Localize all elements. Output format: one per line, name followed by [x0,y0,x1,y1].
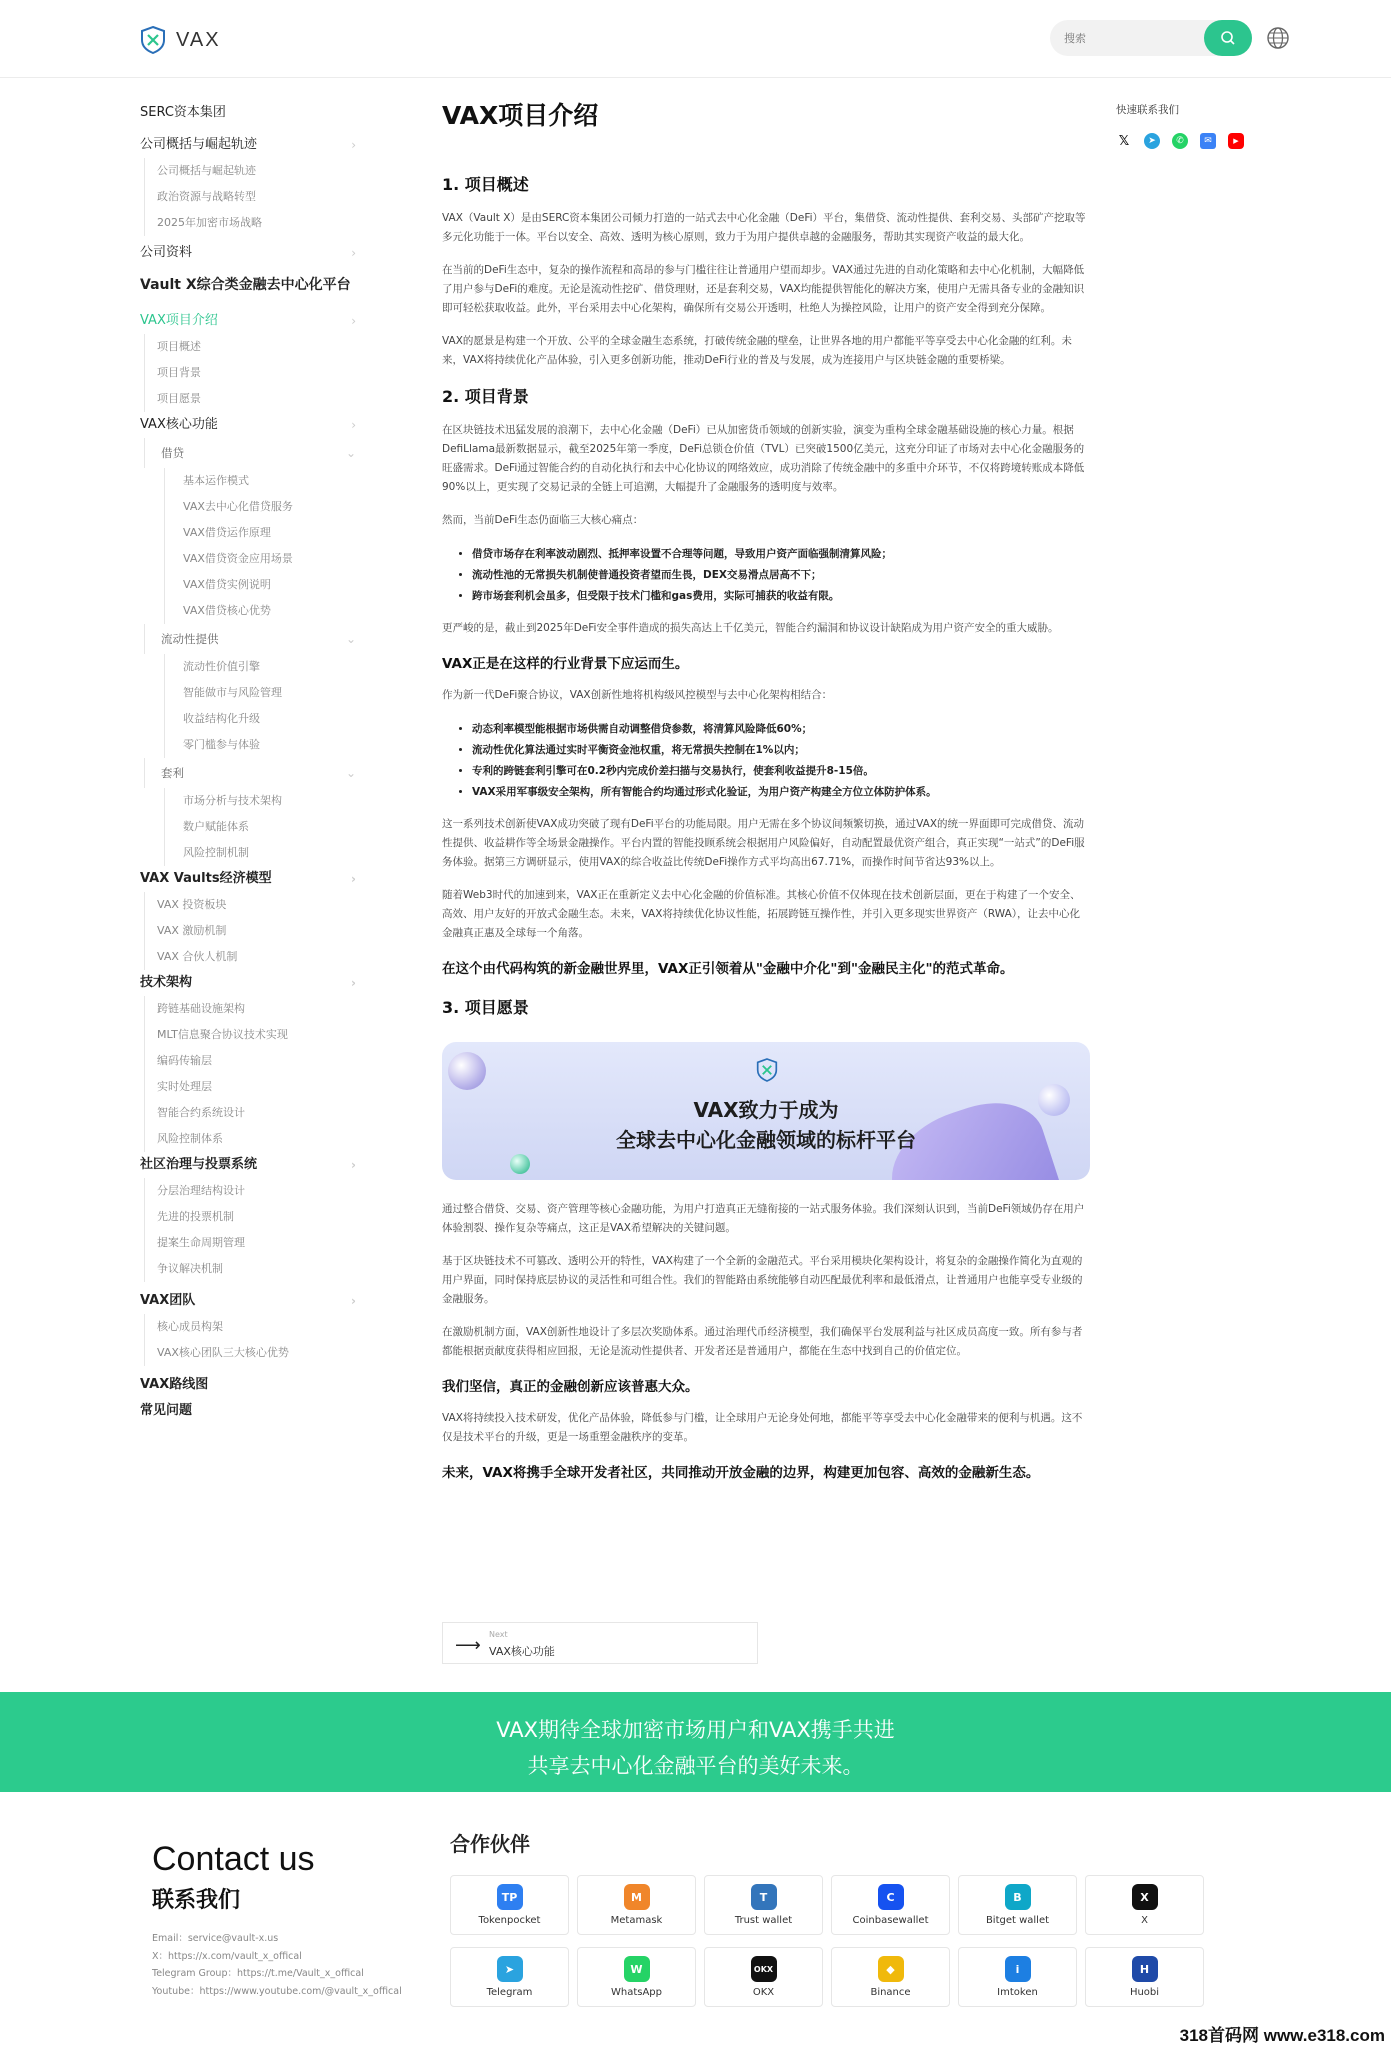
trust-wallet-icon: T [751,1884,777,1910]
partner-card[interactable] [704,1875,823,1935]
sidebar-subitem[interactable]: 公司概括与崛起轨迹 [144,158,360,184]
sidebar-subitem[interactable]: 先进的投票机制 [144,1204,360,1230]
partners-grid [450,1875,1210,2007]
contact-title: Contact us [152,1840,315,1878]
section-heading: 3. 项目愿景 [442,998,529,1017]
imtoken-icon: i [1005,1956,1031,1982]
paragraph: 在当前的DeFi生态中，复杂的操作流程和高昂的参与门槛往往让普通用户望而却步。VAX通过先进的自动化策略和去中心化机制，大幅降低了用户参与DeFi的难度。无论是流动性挖矿、借贷理财，还是套利交易，VAX均能提供智能化的解决方案，使用户无需具备专业的金融知识即可轻松获取收益。此外，平台采用去中心化架构，确保所有交易公开透明，杜绝人为操控风险，让用户的资产安全得到充分保障。 [442,264,1085,314]
partners-title: 合作伙伴 [450,1832,530,1856]
chevron-right-icon: › [351,872,356,886]
sidebar-nav [140,100,360,1424]
partner-card[interactable] [704,1947,823,2007]
partner-card[interactable] [577,1947,696,2007]
next-label: Next [489,1630,508,1639]
arrow-right-icon: ⟶ [455,1635,481,1656]
decorative-sphere [448,1052,486,1090]
paragraph: 基于区块链技术不可篡改、透明公开的特性，VAX构建了一个全新的金融范式。平台采用模块化架构设计，将复杂的金融操作简化为直观的用户界面，同时保持底层协议的灵活性和可组合性。我们的智能路由系统能够自动匹配最优利率和最低滑点，让普通用户也能享受专业级的金融服务。 [442,1255,1083,1305]
sidebar-item-faq[interactable]: 常见问题 [140,1403,193,1418]
search-input[interactable] [1064,28,1204,48]
list-item: • 跨市场套利机会虽多，但受限于技术门槛和gas费用，实际可捕获的收益有限。 [472,586,1090,607]
sidebar-item-label: VAX Vaults经济模型 [140,871,272,886]
sidebar-item-company-overview[interactable] [140,132,360,158]
chevron-right-icon: › [351,1294,356,1308]
sidebar-subitem[interactable]: 核心成员构架 [144,1314,360,1340]
lead-text: 我们坚信，真正的金融创新应该普惠大众。 [442,1379,699,1395]
contact-x[interactable]: X：https://x.com/vault_x_offical [152,1950,302,1962]
chevron-right-icon: › [351,1158,356,1172]
sidebar-subitem[interactable]: 项目愿景 [144,386,360,412]
paragraph: 然而，当前DeFi生态仍面临三大核心痛点： [442,514,644,526]
paragraph: VAX将持续投入技术研发，优化产品体验，降低参与门槛，让全球用户无论身处何地，都能平等享受去中心化金融带来的便利与机遇。这不仅是技术平台的升级，更是一场重塑金融秩序的变革。 [442,1412,1083,1443]
quick-contact-title: 快速联系我们 [1116,104,1179,116]
search-box[interactable] [1050,20,1252,56]
contact-info [152,1930,402,2000]
sidebar-item-label: 借贷 [161,446,184,460]
sidebar-subitem[interactable]: 流动性价值引擎 [164,654,360,680]
sidebar-subitem[interactable]: VAX 合伙人机制 [144,944,360,970]
next-page-link[interactable] [442,1622,758,1664]
paragraph: VAX的愿景是构建一个开放、公平的全球金融生态系统，打破传统金融的壁垒，让世界各地的用户都能平等享受去中心化金融的红利。未来，VAX将持续优化产品体验，引入更多创新功能，推动DeFi行业的普及与发展，成为连接用户与区块链金融的重要桥梁。 [442,335,1072,366]
sidebar-item-label: 套利 [161,766,184,780]
lead-text: 在这个由代码构筑的新金融世界里，VAX正引领着从"金融中介化"到"金融民主化"的范式革命。 [442,961,1014,977]
chevron-down-icon: ⌄ [345,766,356,780]
whatsapp-icon: W [624,1956,650,1982]
list-item: • 流动性池的无常损失机制使普通投资者望而生畏，DEX交易滑点居高不下； [472,565,1090,586]
sidebar-subitem[interactable]: 分层治理结构设计 [144,1178,360,1204]
partner-label: Tokenpocket [478,1915,541,1926]
partners-section [450,1828,1210,2007]
metamask-icon: M [624,1884,650,1910]
section-heading: 2. 项目背景 [442,387,529,406]
article-content [442,96,1090,1495]
sidebar-group-liquidity[interactable] [144,624,360,654]
sidebar-subitem[interactable]: VAX 激励机制 [144,918,360,944]
contact-email[interactable]: Email：service@vault-x.us [152,1933,279,1944]
sidebar-group-lending[interactable] [144,438,360,468]
youtube-icon[interactable]: ▶ [1228,133,1244,149]
sidebar-subitem[interactable]: 数户赋能体系 [164,814,360,840]
sidebar-subitem[interactable]: VAX借贷核心优势 [164,598,360,624]
sidebar-subitem[interactable]: 实时处理层 [144,1074,360,1100]
sidebar-subitem[interactable]: 智能合约系统设计 [144,1100,360,1126]
partner-label: Trust wallet [734,1915,793,1926]
partner-card[interactable] [1085,1947,1204,2007]
chevron-right-icon: › [351,418,356,432]
partner-card[interactable] [831,1875,950,1935]
sidebar-item-label: VAX项目介绍 [140,313,218,328]
sidebar-item-roadmap[interactable]: VAX路线图 [140,1377,209,1392]
list-item: • 借贷市场存在利率波动剧烈、抵押率设置不合理等问题，导致用户资产面临强制清算风险； [472,544,1090,565]
contact-section [152,1840,402,2000]
sidebar-subitem[interactable]: 跨链基础设施架构 [144,996,360,1022]
paragraph: 作为新一代DeFi聚合协议，VAX创新性地将机构级风控模型与去中心化架构相结合： [442,689,833,701]
sidebar-subitem[interactable]: VAX借贷运作原理 [164,520,360,546]
top-header [0,0,1391,78]
partner-card[interactable] [1085,1875,1204,1935]
coinbasewallet-icon: C [878,1884,904,1910]
sidebar-subitem[interactable]: VAX 投资板块 [144,892,360,918]
paragraph: 通过整合借贷、交易、资产管理等核心金融功能，为用户打造真正无缝衔接的一站式服务体验。我们深刻认识到，当前DeFi领域仍存在用户体验割裂、操作复杂等痛点，这正是VAX希望解决的关键问题。 [442,1203,1085,1234]
search-icon [1220,30,1236,46]
sidebar-item-label: 流动性提供 [161,632,219,646]
partner-label: Binance [870,1987,911,1998]
shield-logo-icon [140,26,166,54]
sidebar-item-label: 社区治理与投票系统 [140,1157,258,1172]
list-item: • 专利的跨链套利引擎可在0.2秒内完成价差扫描与交易执行，使套利收益提升8-15倍。 [472,761,1090,782]
brand-logo[interactable] [140,26,221,54]
cta-band [0,1692,1391,1792]
email-icon[interactable]: ✉ [1200,133,1216,149]
partner-label: Metamask [610,1915,663,1926]
banner-line-2: 全球去中心化金融领域的标杆平台 [616,1128,916,1152]
x-icon[interactable]: 𝕏 [1118,133,1130,149]
sidebar-item-label: VAX核心功能 [140,417,218,432]
partner-label: Huobi [1129,1987,1160,1998]
bitget-wallet-icon: B [1005,1884,1031,1910]
partner-card[interactable] [958,1947,1077,2007]
sidebar-subitem[interactable]: VAX借贷实例说明 [164,572,360,598]
globe-icon[interactable] [1266,26,1290,50]
sidebar-group-arbitrage[interactable] [144,758,360,788]
telegram-icon[interactable]: ➤ [1144,133,1160,149]
sidebar-subitem[interactable]: 智能做市与风险管理 [164,680,360,706]
sidebar-item-team[interactable] [140,1288,360,1314]
partner-card[interactable] [577,1875,696,1935]
sidebar-subitem[interactable]: 编码传输层 [144,1048,360,1074]
list-item: • 动态利率模型能根据市场供需自动调整借贷参数，将清算风险降低60%； [472,719,1090,740]
next-title: VAX核心功能 [489,1645,555,1658]
sidebar-item-tech[interactable] [140,970,360,996]
features-list [472,719,1090,803]
partner-label: OKX [752,1987,775,1998]
cta-line-1: VAX期待全球加密市场用户和VAX携手共进 [496,1718,895,1742]
sidebar-item-vaults[interactable] [140,866,360,892]
list-item: • 流动性优化算法通过实时平衡资金池权重，将无常损失控制在1%以内； [472,740,1090,761]
partner-card[interactable] [958,1875,1077,1935]
chevron-right-icon: › [351,138,356,152]
decorative-sphere [510,1154,530,1174]
quick-contact [1116,102,1244,149]
site-watermark: 318首码网 www.e318.com [1179,2026,1385,2045]
section-heading: 1. 项目概述 [442,175,529,194]
sidebar-subitem[interactable]: 2025年加密市场战略 [144,210,360,236]
okx-icon: OKX [751,1956,777,1982]
paragraph: 随着Web3时代的加速到来，VAX正在重新定义去中心化金融的价值标准。其核心价值不仅体现在技术创新层面，更在于构建了一个安全、高效、用户友好的开放式金融生态。未来，VAX将持续优化协议性能，拓展跨链互操作性，并引入更多现实世界资产（RWA），让去中心化金融真正惠及全球每一个角落。 [442,889,1081,939]
sidebar-subitem[interactable]: 项目概述 [144,334,360,360]
sidebar-item-label: VAX团队 [140,1293,196,1308]
sidebar-subitem[interactable]: 风险控制体系 [144,1126,360,1152]
sidebar-item-company-info[interactable] [140,240,360,266]
cta-line-2: 共享去中心化金融平台的美好未来。 [527,1754,864,1778]
sidebar-subitem[interactable]: 项目背景 [144,360,360,386]
paragraph: 在激励机制方面，VAX创新性地设计了多层次奖励体系。通过治理代币经济模型，我们确保平台发展利益与社区成员高度一致。所有参与者都能根据贡献度获得相应回报，无论是流动性提供者、开发者还是普通用户，都能在生态中找到自己的价值定位。 [442,1326,1083,1357]
sidebar-subitem[interactable]: 市场分析与技术架构 [164,788,360,814]
chevron-down-icon: ⌄ [345,632,356,646]
sidebar-item-core-functions[interactable] [140,412,360,438]
banner-line-1: VAX致力于成为 [693,1098,839,1122]
partner-label: Telegram [486,1987,533,1998]
sidebar-subitem[interactable]: 收益结构化升级 [164,706,360,732]
sidebar-item-project-intro[interactable] [140,308,360,334]
sidebar-subitem[interactable]: 争议解决机制 [144,1256,360,1282]
x-icon: X [1132,1884,1158,1910]
paragraph: 在区块链技术迅猛发展的浪潮下，去中心化金融（DeFi）已从加密货币领域的创新实验，演变为重构全球金融基础设施的核心力量。根据DefiLlama最新数据显示，截至2025年第一季度，DeFi总锁仓价值（TVL）已突破1500亿美元，这充分印证了市场对去中心化金融服务的旺盛需求。DeFi通过智能合约的自动化执行和去中心化协议的网络效应，成功消除了传统金融中的多重中介环节，不仅将跨境转账成本降低90%以上，更实现了交易记录的全链上可追溯，大幅提升了金融服务的透明度与效率。 [442,424,1085,493]
brand-name: VAX [176,28,221,51]
social-icons [1116,133,1244,149]
chevron-down-icon: ⌄ [345,446,356,460]
contact-subtitle: 联系我们 [152,1888,241,1913]
page-title: VAX项目介绍 [442,101,599,130]
shield-logo-icon [756,1058,778,1082]
sidebar-subitem[interactable]: 提案生命周期管理 [144,1230,360,1256]
sidebar-subitem[interactable]: 风险控制机制 [164,840,360,866]
telegram-icon: ➤ [497,1956,523,1982]
search-button[interactable] [1204,20,1252,56]
paragraph: 更严峻的是，截止到2025年DeFi安全事件造成的损失高达上千亿美元，智能合约漏洞和协议设计缺陷成为用户资产安全的重大威胁。 [442,622,1059,634]
whatsapp-icon[interactable]: ✆ [1172,133,1188,149]
paragraph: 这一系列技术创新使VAX成功突破了现有DeFi平台的功能局限。用户无需在多个协议间频繁切换，通过VAX的统一界面即可完成借贷、流动性提供、收益耕作等全场景金融操作。平台内置的智能投顾系统会根据用户风险偏好，自动配置最优资产组合，真正实现“一站式”的DeFi服务体验。据第三方调研显示，使用VAX的综合收益比传统DeFi操作方式平均高出67.71%，而操作时间节省达93%以上。 [442,818,1085,868]
pain-points-list [472,544,1090,607]
vision-banner [442,1042,1090,1180]
sidebar-item-governance[interactable] [140,1152,360,1178]
contact-telegram[interactable]: Telegram Group：https://t.me/Vault_x_offical [152,1968,364,1979]
sidebar-subitem[interactable]: 基本运作模式 [164,468,360,494]
sidebar-platform-title[interactable]: Vault X综合类金融去中心化平台 [140,277,351,293]
partner-label: X [1141,1915,1148,1926]
huobi-icon: H [1132,1956,1158,1982]
sidebar-subitem[interactable]: 零门槛参与体验 [164,732,360,758]
partner-label: Bitget wallet [985,1915,1050,1926]
chevron-right-icon: › [351,976,356,990]
partner-label: Coinbasewallet [852,1915,929,1926]
partner-card[interactable] [450,1875,569,1935]
sidebar-subitem[interactable]: VAX核心团队三大核心优势 [144,1340,360,1366]
sidebar-item-label: 公司资料 [140,245,193,260]
sidebar-subitem[interactable]: MLT信息聚合协议技术实现 [144,1022,360,1048]
chevron-right-icon: › [351,314,356,328]
sidebar-group-title[interactable]: SERC资本集团 [140,105,226,120]
chevron-right-icon: › [351,246,356,260]
paragraph: VAX（Vault X）是由SERC资本集团公司倾力打造的一站式去中心化金融（DeFi）平台，集借贷、流动性提供、套利交易、头部矿产挖取等多元化功能于一体。平台以安全、高效、透明为核心原则，致力于为用户提供卓越的金融服务，帮助其实现资产收益的最大化。 [442,212,1086,243]
sidebar-subitem[interactable]: VAX借贷资金应用场景 [164,546,360,572]
sidebar-subitem[interactable]: VAX去中心化借贷服务 [164,494,360,520]
lead-text: VAX正是在这样的行业背景下应运而生。 [442,656,689,672]
contact-youtube[interactable]: Youtube：https://www.youtube.com/@vault_x_offical [152,1985,402,1997]
partner-label: Imtoken [997,1987,1038,1998]
partner-card[interactable] [831,1947,950,2007]
lead-text: 未来，VAX将携手全球开发者社区，共同推动开放金融的边界，构建更加包容、高效的金融新生态。 [442,1465,1040,1481]
sidebar-subitem[interactable]: 政治资源与战略转型 [144,184,360,210]
list-item: • VAX采用军事级安全架构，所有智能合约均通过形式化验证，为用户资产构建全方位立体防护体系。 [472,782,1090,803]
sidebar-item-label: 公司概括与崛起轨迹 [140,137,258,152]
tokenpocket-icon: TP [497,1884,523,1910]
binance-icon: ◆ [878,1956,904,1982]
partner-card[interactable] [450,1947,569,2007]
partner-label: WhatsApp [610,1987,663,1998]
sidebar-item-label: 技术架构 [140,975,193,990]
